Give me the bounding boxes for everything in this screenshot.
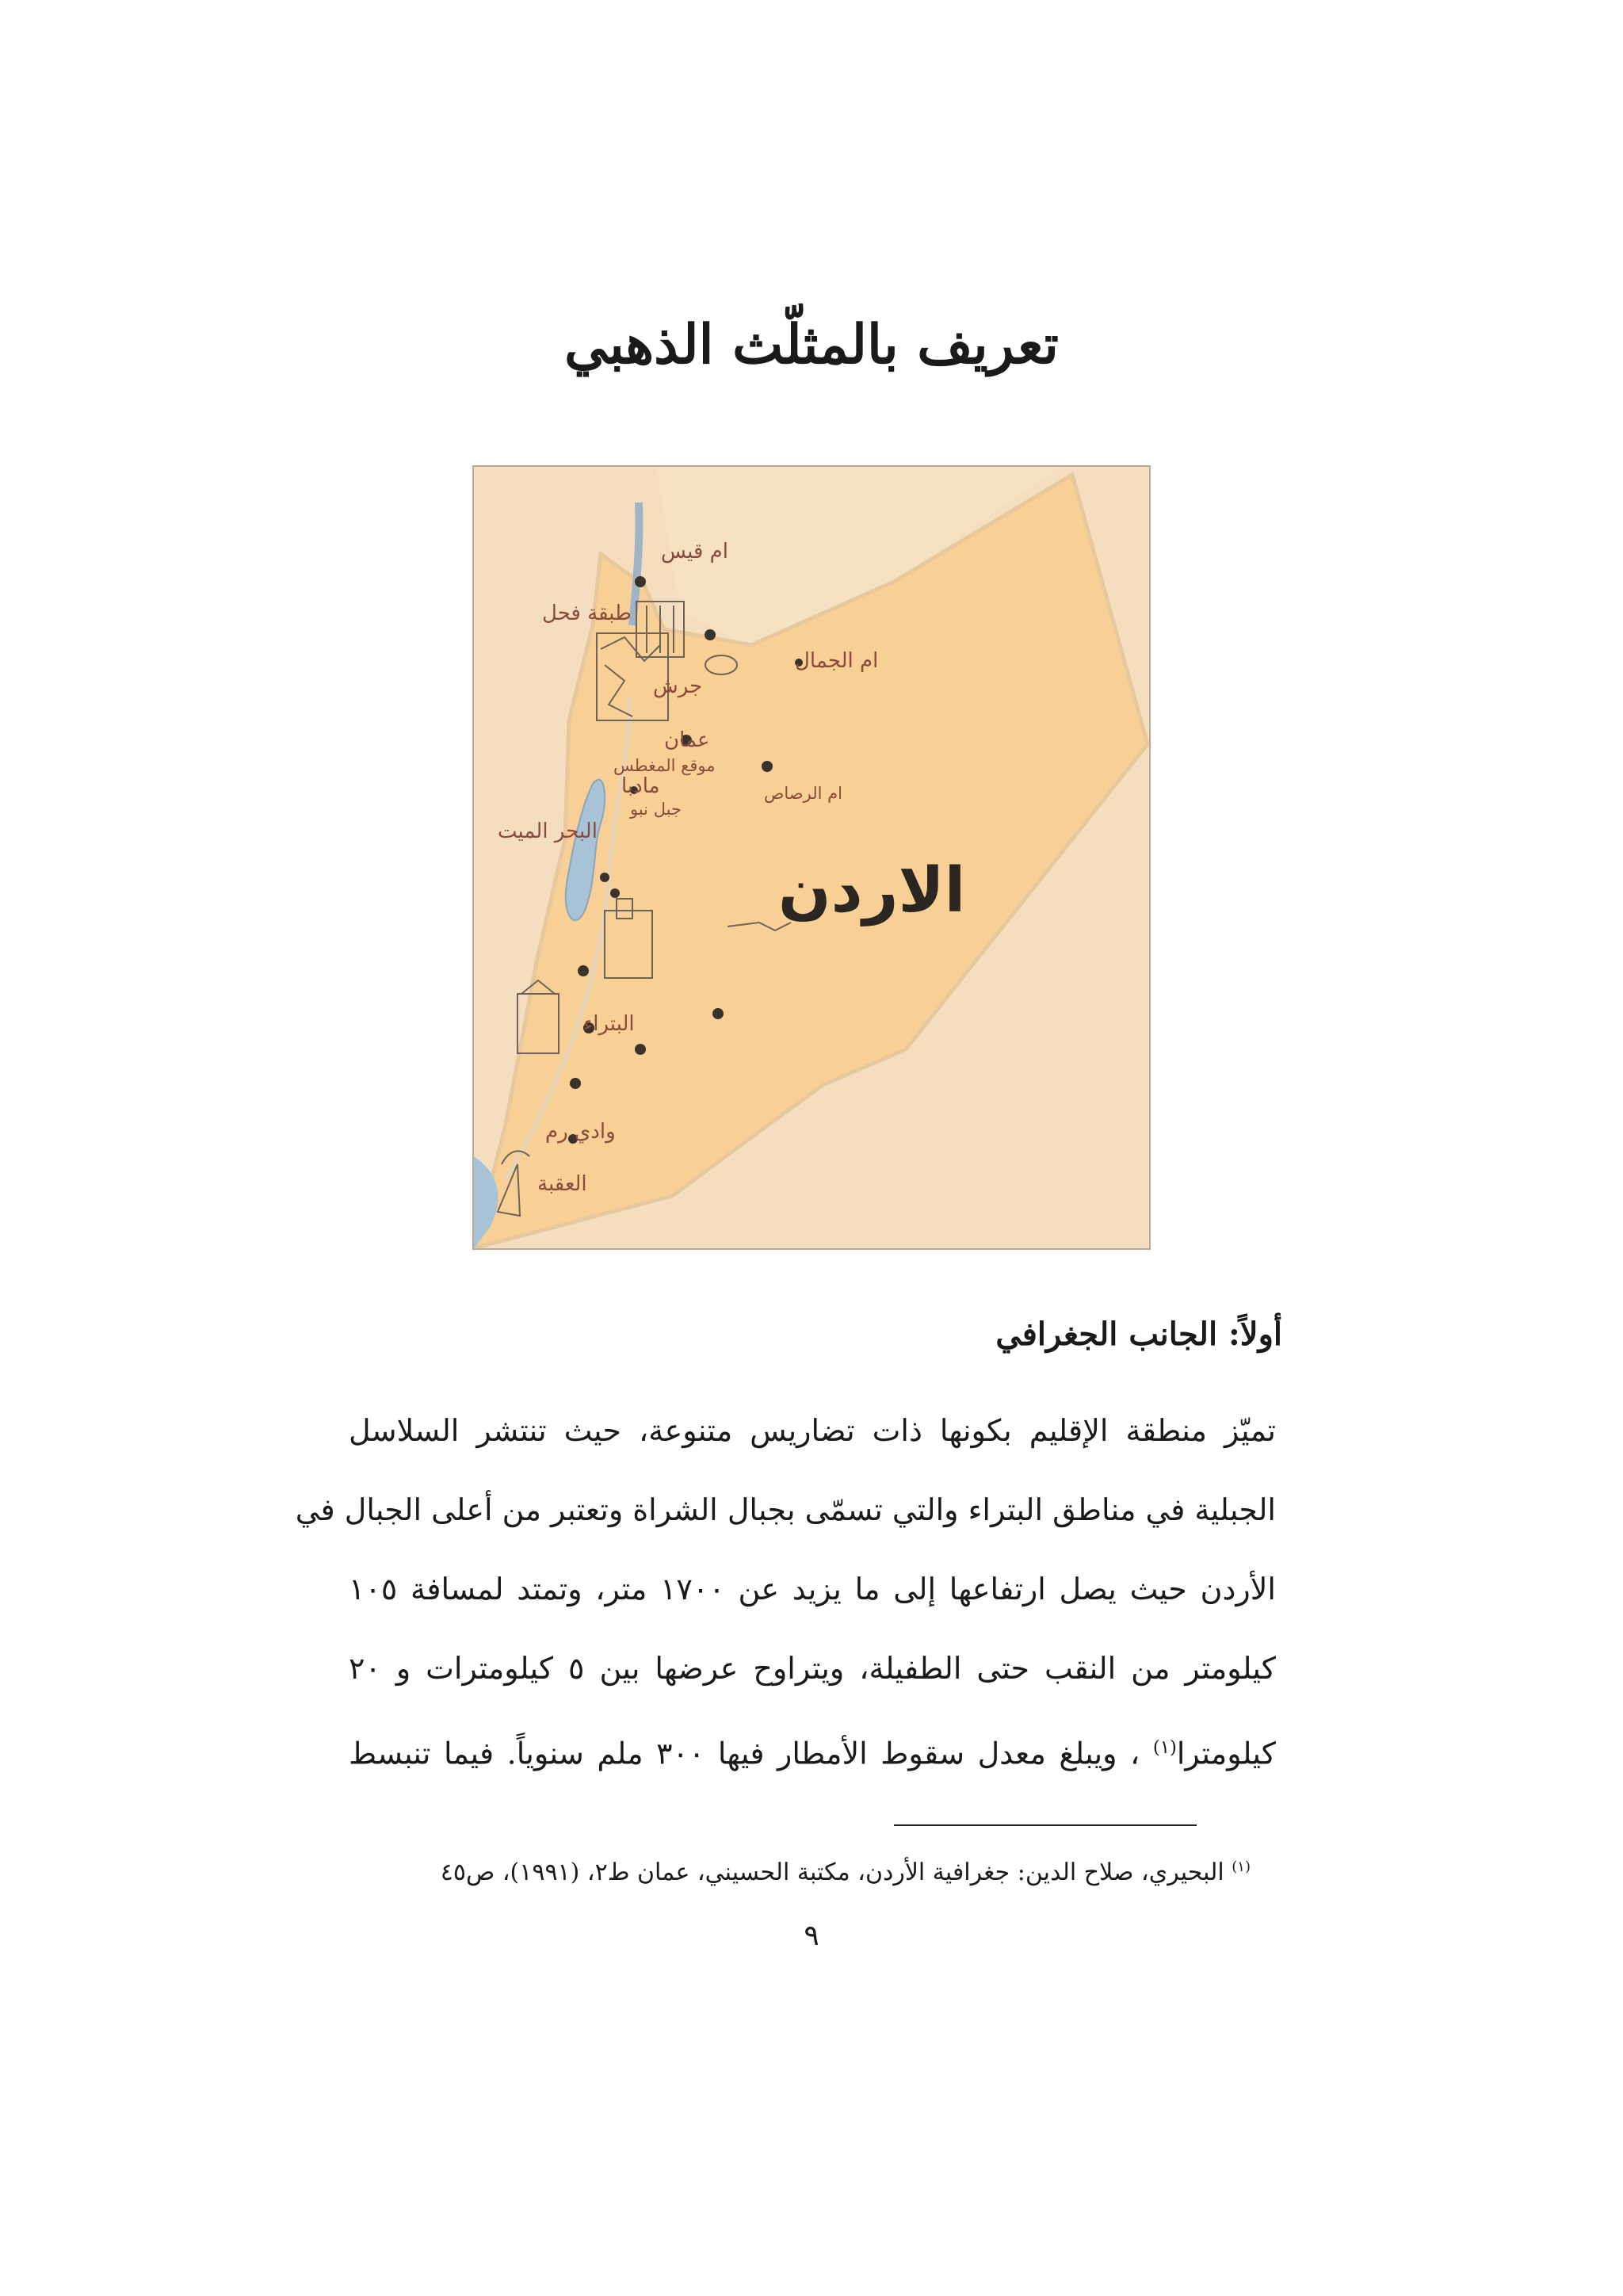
dot-tabaqat-fahl: [705, 629, 716, 640]
dot-karak-north: [600, 873, 609, 882]
footnote-marker: (١): [1232, 1859, 1251, 1875]
footnote-divider: [894, 1824, 1197, 1826]
page-number: ٩: [804, 1920, 819, 1952]
dot-umm-qais: [635, 576, 646, 587]
label-dead-sea: البحر الميت: [498, 819, 598, 843]
label-wadi-rum: وادي رم: [545, 1120, 616, 1144]
footnote-reference[interactable]: (١): [1152, 1737, 1177, 1758]
section-heading: أولاً: الجانب الجغرافي: [995, 1316, 1282, 1353]
footnote-text: البحيري، صلاح الدين: جغرافية الأردن، مكتبة الحسيني، عمان ط٢، (١٩٩١)، ص٤٥: [440, 1859, 1224, 1886]
body-last-after: ، ويبلغ معدل سقوط الأمطار فيها ٣٠٠ ملم سنوياً. فيما تنبسط: [349, 1736, 1140, 1771]
footnote: [441, 1859, 1251, 1886]
body-line: الجبلية في مناطق البتراء والتي تسمّى بجبال الشراة وتعتبر من أعلى الجبال في: [295, 1492, 1276, 1527]
label-umm-arrasas: ام الرصاص: [764, 784, 842, 803]
label-baptism-site: موقع المغطس: [613, 756, 716, 775]
body-line-last: [349, 1708, 1276, 1794]
body-line: الأردن حيث يصل ارتفاعها إلى ما يزيد عن ١٧٠٠ متر، وتمتد لمسافة ١٠٥: [349, 1572, 1276, 1606]
dot-tafilah: [578, 965, 589, 976]
body-paragraph: [295, 1391, 1276, 1794]
body-line: تميّز منطقة الإقليم بكونها ذات تضاريس متنوعة، حيث تنتشر السلاسل: [349, 1413, 1276, 1448]
page-title: تعريف بالمثلّث الذهبي: [564, 313, 1059, 376]
label-mount-nebo: جبل نبو: [630, 800, 682, 819]
label-petra: البتراء: [583, 1012, 635, 1036]
body-last-before: كيلومترا: [1176, 1736, 1276, 1771]
body-line: كيلومتر من النقب حتى الطفيلة، ويتراوح عرضها بين ٥ كيلومترات و ٢٠: [349, 1651, 1276, 1686]
dot-south: [570, 1078, 581, 1089]
dot-petra: [635, 1044, 646, 1055]
label-jordan: الاردن: [778, 855, 966, 926]
dot-umm-arrasas: [762, 761, 773, 772]
jordan-map: [472, 465, 1151, 1250]
label-tabaqat-fahl: طبقة فحل: [542, 602, 632, 625]
dot-maan: [712, 1008, 724, 1019]
label-umm-qais: ام قيس: [661, 540, 729, 563]
label-aqaba: العقبة: [537, 1172, 587, 1196]
label-amman: عمان: [664, 728, 710, 752]
label-umm-aljimal: ام الجمال: [795, 649, 879, 673]
dot-karak: [610, 888, 620, 898]
label-jerash: جرش: [653, 674, 703, 698]
label-madaba: مادبا: [621, 774, 660, 798]
